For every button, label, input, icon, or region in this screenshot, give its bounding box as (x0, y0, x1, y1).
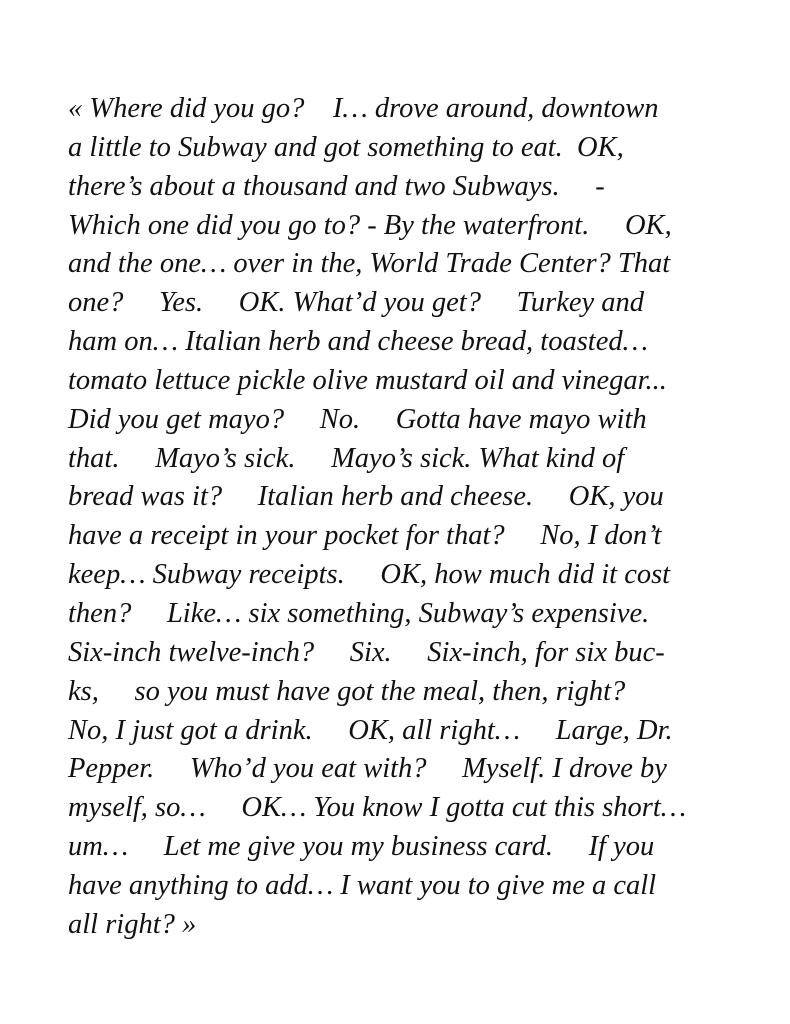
text-line: Did you get mayo? No. Gotta have mayo with (68, 403, 647, 435)
text-line: No, I just got a drink. OK, all right… Large, Dr. (68, 714, 673, 746)
text-line: ks, so you must have got the meal, then, right? (68, 675, 626, 707)
text-line: tomato lettuce pickle olive mustard oil and vinegar... (68, 364, 667, 396)
text-line: then? Like… six something, Subway’s expensive. (68, 597, 650, 629)
text-line: myself, so… OK… You know I gotta cut this short… (68, 792, 687, 824)
text-line: have a receipt in your pocket for that? No, I don’t (68, 520, 662, 552)
text-line: Six-inch twelve-inch? Six. Six-inch, for six buc- (68, 636, 665, 668)
text-line: bread was it? Italian herb and cheese. OK, you (68, 481, 664, 513)
text-line: a little to Subway and got something to eat. OK, (68, 131, 624, 163)
text-line: that. Mayo’s sick. Mayo’s sick. What kind of (68, 442, 625, 474)
text-line: um… Let me give you my business card. If you (68, 831, 655, 863)
text-line: keep… Subway receipts. OK, how much did it cost (68, 559, 671, 591)
text-line: ham on… Italian herb and cheese bread, toasted… (68, 326, 648, 358)
text-line: there’s about a thousand and two Subways. - (68, 170, 605, 202)
text-line: and the one… over in the, World Trade Center? That (68, 248, 671, 280)
text-line: Which one did you go to? - By the waterfront. OK, (68, 209, 672, 241)
text-line: have anything to add… I want you to give me a call (68, 869, 657, 901)
text-line: one? Yes. OK. What’d you get? Turkey and (68, 287, 645, 319)
text-line: Pepper. Who’d you eat with? Myself. I drove by (68, 753, 667, 785)
text-line: all right? » (68, 908, 197, 940)
text-line: « Where did you go? I… drove around, downtown (68, 93, 659, 124)
transcript-paragraph (68, 90, 748, 945)
